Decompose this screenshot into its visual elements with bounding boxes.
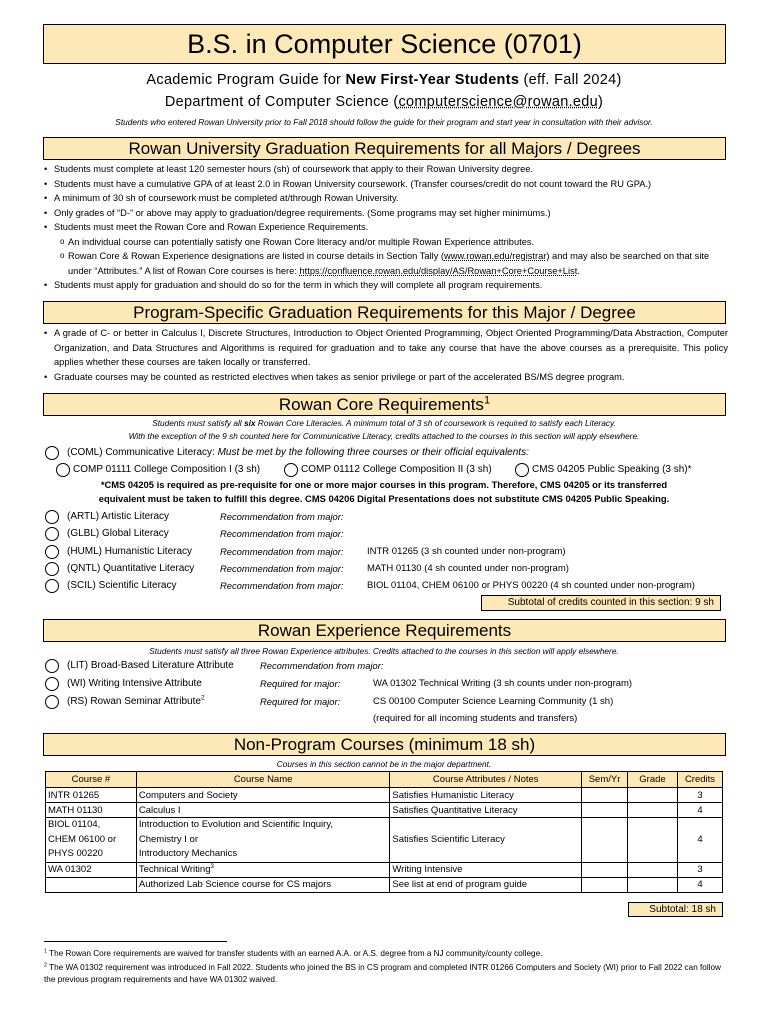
text-span: Rowan Core & Rowan Experience designations are listed in course details in Section Tally ( [68, 251, 445, 261]
column-header: Credits [677, 772, 722, 788]
recommendation-label: Recommendation from major: [220, 546, 344, 557]
department-line [30, 94, 738, 110]
rowan-grad-list [44, 162, 728, 293]
attribute-value-note: (required for all incoming students and transfers) [373, 713, 578, 724]
recommendation-label: Recommendation from major: [220, 563, 344, 574]
footnote-number: 2 [44, 962, 47, 969]
attribute-value: WA 01302 Technical Writing (3 sh counts under non-program) [373, 678, 633, 689]
course-attributes: Writing Intensive [390, 862, 582, 877]
credits-cell: 4 [677, 877, 722, 892]
credits-cell: 4 [677, 803, 722, 818]
guide-audience: New First-Year Students [345, 72, 520, 88]
table-row [46, 788, 723, 803]
list-subitem [44, 249, 728, 278]
coml-label [67, 447, 529, 458]
nonprogram-table [45, 771, 723, 893]
requirement-label: Required for major: [260, 696, 341, 707]
literacy-label: (GLBL) Global Literacy [67, 528, 169, 539]
coml-warning-2: equivalent must be taken to fulfill this degree. CMS 04206 Digital Presentations does not substitute CMS 04205 Public Speaking. [98, 493, 670, 504]
course-number [46, 877, 137, 892]
list-item: • A grade of C- or better in Calculus I, Discrete Structures, Introduction to Object Oriented Programming, Object Oriented Programming/Data Abstraction, Computer Organization, and Data Structures and Algorithms is required for graduation and to take any course that have the above courses as a prerequisite. This policy applies whether these courses are taken locally or transferred. [44, 326, 728, 370]
column-header: Course Name [136, 772, 390, 788]
guide-prefix: Academic Program Guide for [146, 72, 346, 88]
course-attributes: Satisfies Quantitative Literacy [390, 803, 582, 818]
grade-cell[interactable] [628, 788, 678, 803]
comp-01111-checkbox[interactable] [56, 463, 70, 477]
text-line: Introduction to Evolution and Scientific Inquiry, [138, 819, 334, 830]
attribute-label [67, 696, 205, 707]
grade-cell[interactable] [628, 803, 678, 818]
core-note-2: With the exception of the 9 sh counted here for Communicative Literacy, credits attached to the courses in this section will apply elsewhere. [128, 431, 640, 441]
coml-note: Must be met by the following three courses or their official equivalents: [217, 447, 529, 458]
sem-yr-cell[interactable] [582, 862, 628, 877]
credits-cell: 3 [677, 862, 722, 877]
rowan-grad-heading: Rowan University Graduation Requirements for all Majors / Degrees [43, 137, 726, 160]
list-item: • A minimum of 30 sh of coursework must be completed at/through Rowan University. [44, 191, 728, 206]
column-header: Course # [46, 772, 137, 788]
nonprogram-subtotal: Subtotal: 18 sh [628, 902, 723, 917]
coml-warning-1: *CMS 04205 is required as pre-requisite for one or more major courses in this program. Therefore, CMS 04205 or its transferred [100, 479, 668, 490]
text-span: (COML) Communicative Literacy: [67, 447, 218, 458]
sem-yr-cell[interactable] [582, 788, 628, 803]
scil-checkbox[interactable] [45, 579, 59, 593]
course-name: Computers and Society [136, 788, 390, 803]
literacy-value: INTR 01265 (3 sh counted under non-program) [367, 546, 566, 557]
text-line: Introductory Mechanics [138, 848, 238, 859]
registrar-link[interactable]: www.rowan.edu/registrar [444, 251, 547, 261]
course-name: Calculus I [136, 803, 390, 818]
comp-01111-label: COMP 01111 College Composition I (3 sh) [73, 464, 261, 475]
text-span: six [243, 418, 256, 428]
table-header-row [46, 772, 723, 788]
rs-checkbox[interactable] [45, 695, 59, 709]
column-header: Grade [628, 772, 678, 788]
coml-checkbox[interactable] [45, 446, 59, 460]
course-number: INTR 01265 [46, 788, 137, 803]
program-grad-heading: Program-Specific Graduation Requirements for this Major / Degree [43, 301, 726, 324]
comp-01112-label: COMP 01112 College Composition II (3 sh) [301, 464, 492, 475]
attribute-label: (LIT) Broad-Based Literature Attribute [67, 660, 234, 671]
recommendation-label: Recommendation from major: [220, 528, 344, 539]
footnote-ref: 2 [200, 694, 205, 702]
core-heading-text: Rowan Core Requirements [278, 395, 484, 414]
footnote-number: 1 [44, 948, 47, 955]
program-grad-list [44, 326, 728, 384]
course-name: Authorized Lab Science course for CS majors [136, 877, 390, 892]
text-span: Technical Writing [138, 864, 211, 875]
footnote-ref: 3 [210, 862, 214, 870]
requirement-label: Required for major: [260, 678, 341, 689]
footnote-divider [44, 941, 227, 942]
list-item: • Students must complete at least 120 semester hours (sh) of coursework that apply to their Rowan University degree. [44, 162, 728, 177]
attribute-label: (WI) Writing Intensive Attribute [67, 678, 202, 689]
artl-checkbox[interactable] [45, 510, 59, 524]
comp-01112-checkbox[interactable] [284, 463, 298, 477]
table-row [46, 877, 723, 892]
course-attributes: See list at end of program guide [390, 877, 582, 892]
table-row [46, 818, 723, 863]
experience-heading: Rowan Experience Requirements [43, 619, 726, 642]
course-name [136, 818, 390, 863]
course-name [136, 862, 390, 877]
credits-cell: 4 [677, 818, 722, 863]
footnote-1 [44, 948, 734, 960]
qntl-checkbox[interactable] [45, 562, 59, 576]
text-line: PHYS 00220 [48, 848, 103, 859]
footnote-ref: 1 [483, 394, 491, 407]
text-line: CHEM 06100 or [48, 833, 117, 845]
dept-suffix: ) [598, 94, 604, 110]
experience-note: Students must satisfy all three Rowan Experience attributes. Credits attached to the courses in this section will apply elsewhere. [149, 646, 619, 656]
cms-04205-label: CMS 04205 Public Speaking (3 sh)* [532, 464, 692, 475]
text-span: Rowan Core Literacies. A minimum total of 3 sh of coursework is required to satisfy each Literacy. [255, 418, 616, 428]
guide-subtitle [30, 72, 738, 88]
footnote-text: The WA 01302 requirement was introduced in Fall 2022. Students who joined the BS in CS program and completed INTR 01266 Computers and Society (WI) prior to Fall 2022 can follow the previous program requirements and have WA 01302 waived. [44, 963, 721, 984]
literacy-label: (QNTL) Quantitative Literacy [67, 563, 195, 574]
table-row [46, 862, 723, 877]
recommendation-label: Recommendation from major: [220, 511, 344, 522]
column-header: Course Attributes / Notes [390, 772, 582, 788]
text-span: . [577, 265, 580, 276]
huml-checkbox[interactable] [45, 545, 59, 559]
requirement-label: Recommendation from major: [260, 660, 384, 671]
list-subitem: o An individual course can potentially satisfy one Rowan Core literacy and/or multiple Rowan Experience attributes. [44, 235, 728, 250]
course-number: WA 01302 [46, 862, 137, 877]
attribute-value: CS 00100 Computer Science Learning Community (1 sh) [373, 696, 614, 707]
glbl-checkbox[interactable] [45, 527, 59, 541]
literacy-value: BIOL 01104, CHEM 06100 or PHYS 00220 (4 sh counted under non-program) [367, 580, 695, 591]
literacy-label: (ARTL) Artistic Literacy [67, 511, 170, 522]
dept-prefix: Department of Computer Science ( [164, 94, 399, 110]
core-note-1 [30, 418, 738, 428]
footnote-2 [44, 962, 734, 986]
course-number [46, 818, 137, 863]
text-line: BIOL 01104, [48, 819, 101, 830]
sem-yr-cell[interactable] [582, 877, 628, 892]
page-title: B.S. in Computer Science (0701) [43, 24, 726, 64]
course-number: MATH 01130 [46, 803, 137, 818]
list-item: • Students must apply for graduation and should do so for the term in which they will complete all program requirements. [44, 278, 728, 293]
recommendation-label: Recommendation from major: [220, 580, 344, 591]
course-attributes: Satisfies Scientific Literacy [390, 818, 582, 863]
sem-yr-cell[interactable] [582, 803, 628, 818]
grade-cell[interactable] [628, 877, 678, 892]
literacy-label: (HUML) Humanistic Literacy [67, 546, 193, 557]
lit-checkbox[interactable] [45, 659, 59, 673]
wi-checkbox[interactable] [45, 677, 59, 691]
text-line: Chemistry I or [138, 833, 198, 845]
dept-email-link[interactable]: computerscience@rowan.edu [398, 94, 599, 110]
list-item: • Students must meet the Rowan Core and Rowan Experience Requirements. [44, 220, 728, 235]
core-heading [43, 393, 726, 416]
list-item: • Students must have a cumulative GPA of at least 2.0 in Rowan University coursework. (Transfer courses/credit do not count toward the RU GPA.) [44, 177, 728, 192]
literacy-label: (SCIL) Scientific Literacy [67, 580, 177, 591]
table-row [46, 803, 723, 818]
guide-effective: (eff. Fall 2024) [519, 72, 622, 88]
prior-students-note: Students who entered Rowan University prior to Fall 2018 should follow the guide for their program and start year in consultation with their advisor. [115, 117, 653, 127]
text-span: (RS) Rowan Seminar Attribute [67, 696, 201, 707]
rowan-core-list-link[interactable]: https://confluence.rowan.edu/display/AS/Rowan+Core+Course+List [299, 265, 578, 276]
text-span: ) and may also be searched on that site under “Attributes.” A list of Rowan Core courses is here: [68, 251, 710, 276]
footnote-text: The Rowan Core requirements are waived for transfer students with an earned A.A. or A.S. degree from a NJ community/county college. [46, 949, 543, 958]
list-item: • Graduate courses may be counted as restricted electives when takes as senior privilege or part of the accelerated BS/MS degree program. [44, 370, 728, 385]
literacy-value: MATH 01130 (4 sh counted under non-program) [367, 563, 569, 574]
grade-cell[interactable] [628, 818, 678, 863]
grade-cell[interactable] [628, 862, 678, 877]
column-header: Sem/Yr [582, 772, 628, 788]
core-subtotal: Subtotal of credits counted in this section: 9 sh [481, 595, 721, 611]
course-attributes: Satisfies Humanistic Literacy [390, 788, 582, 803]
credits-cell: 3 [677, 788, 722, 803]
list-item: • Only grades of “D-” or above may apply to graduation/degree requirements. (Some programs may set higher minimums.) [44, 206, 728, 221]
sem-yr-cell[interactable] [582, 818, 628, 863]
text-span: Students must satisfy all [152, 418, 244, 428]
cms-04205-checkbox[interactable] [515, 463, 529, 477]
nonprogram-heading: Non-Program Courses (minimum 18 sh) [43, 733, 726, 756]
nonprogram-note: Courses in this section cannot be in the major department. [276, 759, 492, 769]
